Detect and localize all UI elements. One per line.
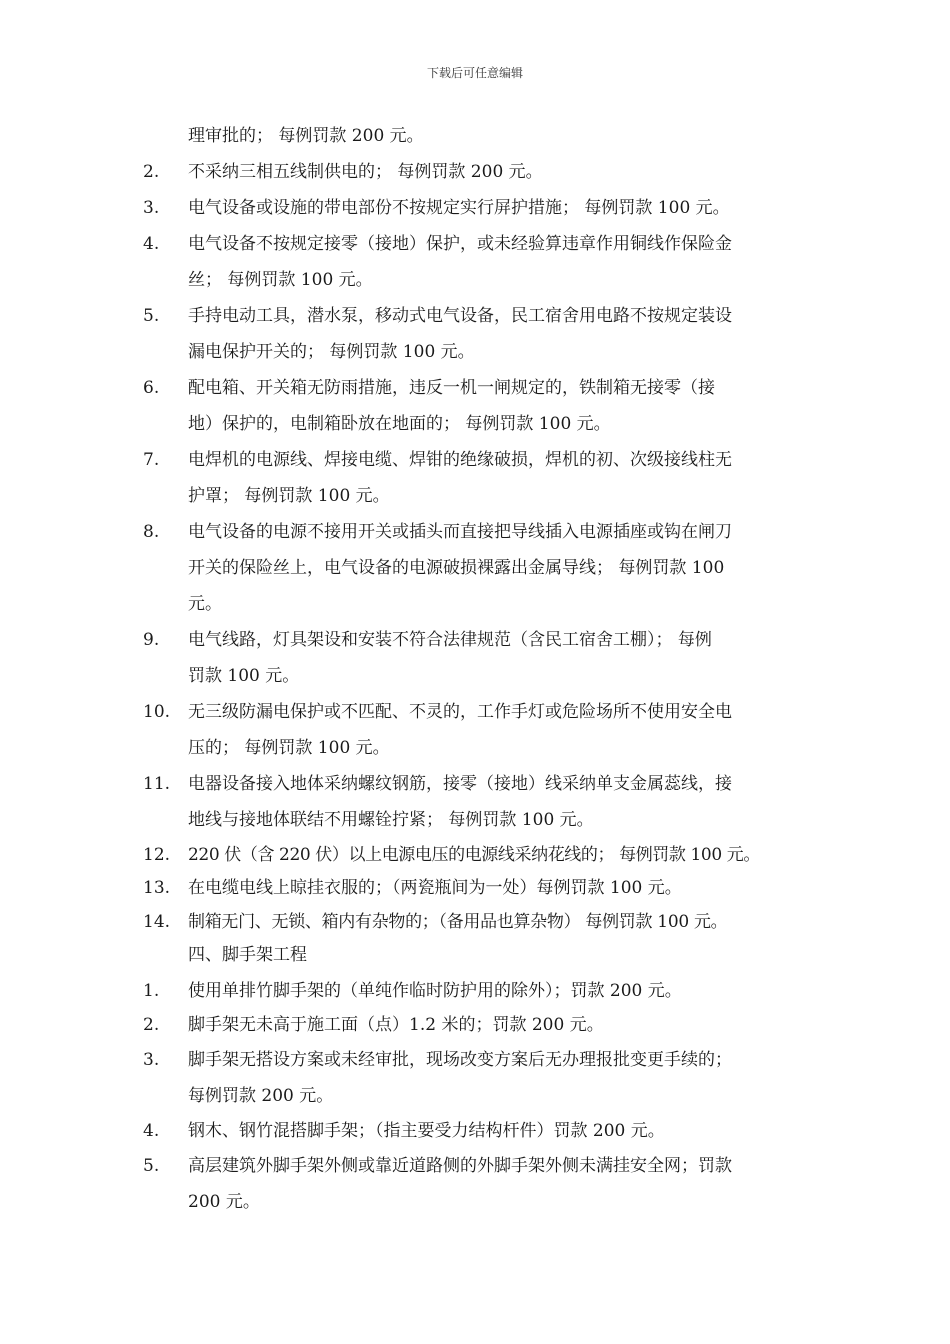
item-text: 手持电动工具，潜水泵，移动式电气设备，民工宿舍用电路不按规定装设: [188, 306, 732, 326]
item-number: 2.: [143, 1015, 160, 1035]
item-text: 丝； 每例罚款 100 元。: [188, 270, 373, 290]
item-text: 电气设备的电源不接用开关或插头而直接把导线插入电源插座或钩在闸刀: [188, 522, 732, 542]
item-number: 3.: [143, 1050, 160, 1070]
item-text: 无三级防漏电保护或不匹配、不灵的，工作手灯或危险场所不使用安全电: [188, 702, 732, 722]
item-number: 1.: [143, 981, 160, 1001]
page-header-note: 下载后可任意编辑: [426, 66, 523, 80]
item-number: 4.: [143, 1121, 160, 1141]
item-text: 钢木、钢竹混搭脚手架；（指主要受力结构杆件）罚款 200 元。: [188, 1121, 665, 1141]
item-text: 高层建筑外脚手架外侧或靠近道路侧的外脚手架外侧未满挂安全网；罚款: [188, 1156, 732, 1176]
item-text: 制箱无门、无锁、箱内有杂物的；（备用品也算杂物） 每例罚款 100 元。: [188, 912, 728, 932]
item-text: 脚手架无搭设方案或未经审批，现场改变方案后无办理报批变更手续的；: [188, 1050, 732, 1070]
item-text: 电器设备接入地体采纳螺纹钢筋，接零（接地）线采纳单支金属蕊线，接: [188, 774, 732, 794]
item-text: 罚款 100 元。: [188, 666, 300, 686]
item-text: 地线与接地体联结不用螺铨拧紧； 每例罚款 100 元。: [188, 810, 594, 830]
item-number: 14.: [143, 912, 171, 932]
item-text: 漏电保护开关的； 每例罚款 100 元。: [188, 342, 475, 362]
item-text: 元。: [188, 594, 222, 614]
item-text: 开关的保险丝上，电气设备的电源破损裸露出金属导线； 每例罚款 100: [188, 558, 725, 578]
item-number: 9.: [143, 630, 160, 650]
item-text: 压的； 每例罚款 100 元。: [188, 738, 390, 758]
item-text: 护罩； 每例罚款 100 元。: [188, 486, 390, 506]
item-text: 电焊机的电源线、焊接电缆、焊钳的绝缘破损，焊机的初、次级接线柱无: [188, 450, 732, 470]
item-text: 地）保护的，电制箱卧放在地面的； 每例罚款 100 元。: [188, 414, 611, 434]
item-number: 7.: [143, 450, 160, 470]
item-number: 12.: [143, 845, 171, 865]
item-text: 在电缆电线上晾挂衣服的；（两瓷瓶间为一处）每例罚款 100 元。: [188, 878, 682, 898]
item-number: 10.: [143, 702, 171, 722]
item-text: 电气线路，灯具架设和安装不符合法律规范（含民工宿舍工棚）； 每例: [188, 630, 712, 650]
item-number: 4.: [143, 234, 160, 254]
item-text: 不采纳三相五线制供电的； 每例罚款 200 元。: [188, 162, 543, 182]
item-number: 2.: [143, 162, 160, 182]
item-number: 5.: [143, 306, 160, 326]
item-text: 每例罚款 200 元。: [188, 1086, 334, 1106]
item-text: 配电箱、开关箱无防雨措施，违反一机一闸规定的，铁制箱无接零（接: [188, 378, 715, 398]
section-title: 四、脚手架工程: [188, 945, 307, 965]
item-text: 200 元。: [188, 1192, 260, 1212]
item-number: 3.: [143, 198, 160, 218]
item-text: 电气设备或设施的带电部份不按规定实行屏护措施； 每例罚款 100 元。: [188, 198, 730, 218]
item-text: 脚手架无未高于施工面（点）1.2 米的；罚款 200 元。: [188, 1015, 604, 1035]
item-text: 理审批的； 每例罚款 200 元。: [188, 126, 424, 146]
item-number: 11.: [143, 774, 171, 794]
item-number: 5.: [143, 1156, 160, 1176]
item-text: 使用单排竹脚手架的（单纯作临时防护用的除外）；罚款 200 元。: [188, 981, 682, 1001]
item-text: 电气设备不按规定接零（接地）保护，或未经验算违章作用铜线作保险金: [188, 234, 732, 254]
item-text: 220 伏（含 220 伏）以上电源电压的电源线采纳花线的； 每例罚款 100 元。: [188, 845, 760, 865]
item-number: 8.: [143, 522, 160, 542]
item-number: 13.: [143, 878, 171, 898]
item-number: 6.: [143, 378, 160, 398]
